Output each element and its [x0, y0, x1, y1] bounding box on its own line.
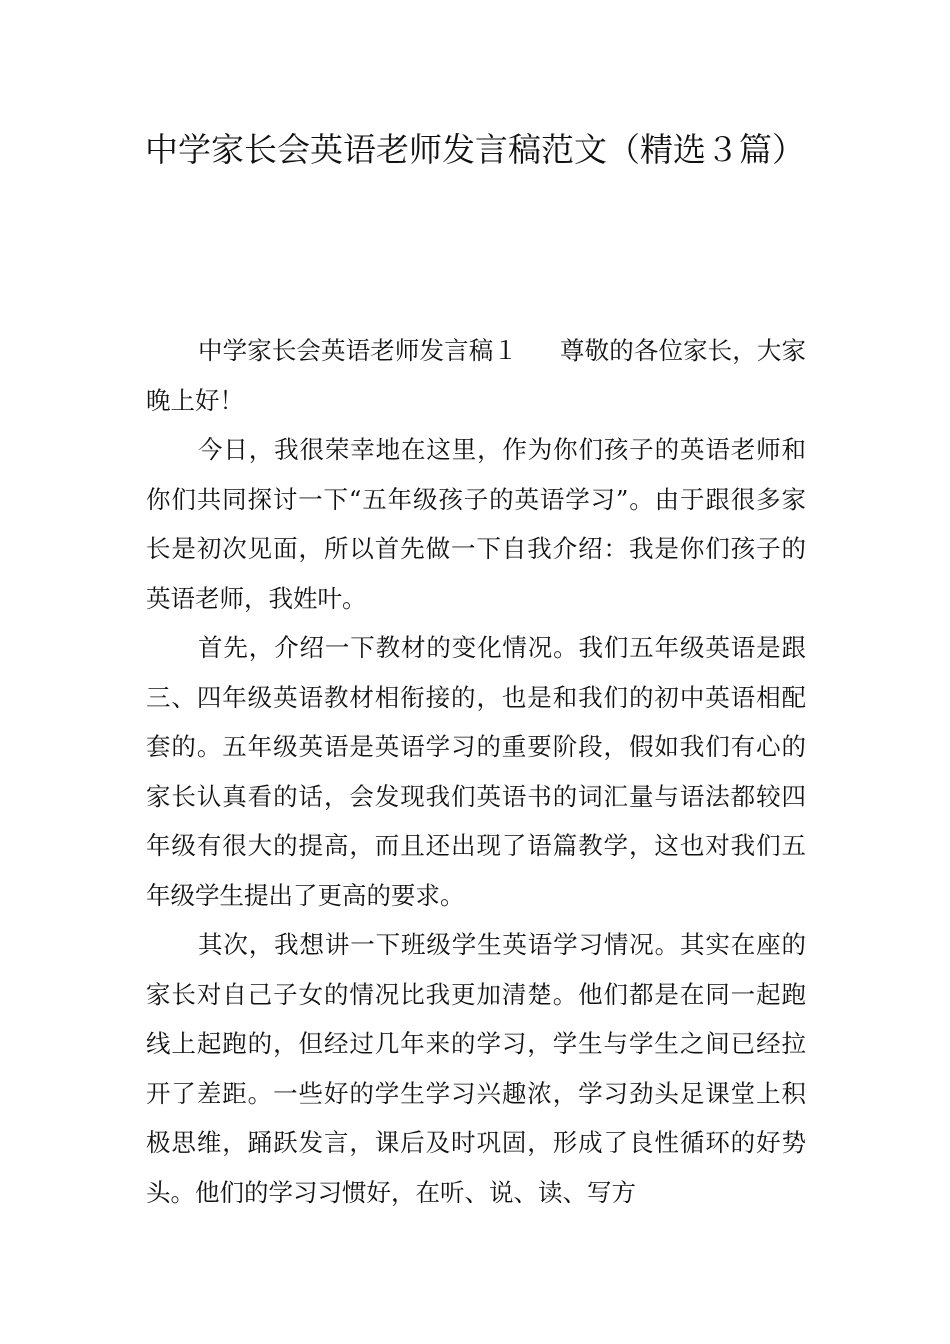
paragraph-introduction: 今日，我很荣幸地在这里，作为你们孩子的英语老师和你们共同探讨一下“五年级孩子的英语学习”。由于跟很多家长是初次见面，所以首先做一下自我介绍：我是你们孩子的英语老师，我姓叶。	[146, 435, 806, 613]
section-heading: 中学家长会英语老师发言稿１	[198, 336, 518, 365]
paragraph-class-situation: 其次，我想讲一下班级学生英语学习情况。其实在座的家长对自己子女的情况比我更加清楚。他们都是在同一起跑线上起跑的，但经过几年来的学习，学生与学生之间已经拉开了差距。一些好的学生学习兴趣浓，学习劲头足课堂上积极思维，踊跃发言，课后及时巩固，形成了良性循环的好势头。他们的学习习惯好，在听、说、读、写方	[146, 930, 806, 1207]
paragraph-textbook: 首先，介绍一下教材的变化情况。我们五年级英语是跟三、四年级英语教材相衔接的，也是和我们的初中英语相配套的。五年级英语是英语学习的重要阶段，假如我们有心的家长认真看的话，会发现我们英语书的词汇量与语法都较四年级有很大的提高，而且还出现了语篇教学，这也对我们五年级学生提出了更高的要求。	[146, 633, 806, 910]
document-title: 中学家长会英语老师发言稿范文（精选３篇）	[145, 130, 805, 169]
document-body	[146, 326, 806, 1217]
opening-paragraph	[146, 326, 806, 425]
greeting-text: 尊敬的各位家长，大家晚上好！	[146, 336, 807, 415]
